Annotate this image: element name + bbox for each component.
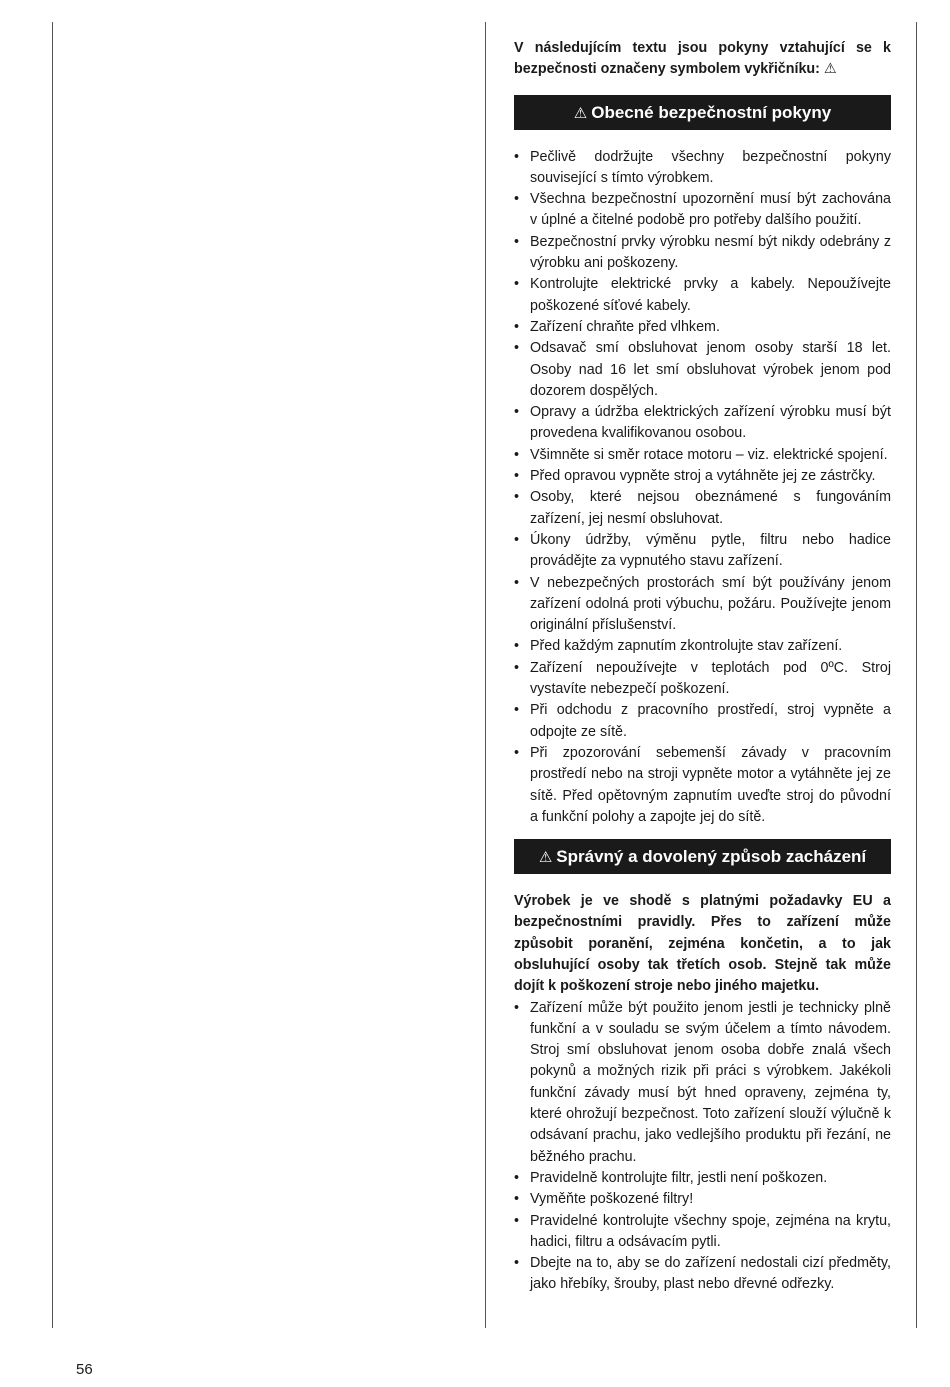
list-item: • Zařízení chraňte před vlhkem. [514,317,891,338]
list-item: • V nebezpečných prostorách smí být používány jenom zařízení odolná proti výbuchu, požáru. Používejte jenom originální příslušenství. [514,573,891,637]
list-item: • Zařízení nepoužívejte v teplotách pod 0ºC. Stroj vystavíte nebezpečí poškození. [514,658,891,701]
list-item: • Kontrolujte elektrické prvky a kabely. Nepoužívejte poškozené síťové kabely. [514,274,891,317]
proper-use-list [514,998,891,1296]
list-item: • Osoby, které nejsou obeznámené s fungováním zařízení, jej nesmí obsluhovat. [514,487,891,530]
page-number: 56 [76,1361,93,1378]
section-heading-general-safety [514,95,891,130]
center-divider-rule [485,22,486,1328]
list-item: • Bezpečnostní prvky výrobku nesmí být nikdy odebrány z výrobku ani poškozeny. [514,232,891,275]
list-item: • Vyměňte poškozené filtry! [514,1189,891,1210]
general-safety-list [514,147,891,829]
list-item: • Dbejte na to, aby se do zařízení nedostali cizí předměty, jako hřebíky, šrouby, plast nebo dřevné odřezky. [514,1253,891,1296]
list-item: • Pravidelně kontrolujte filtr, jestli není poškozen. [514,1168,891,1189]
warning-triangle-icon: ⚠ [573,104,588,122]
list-item: • Před opravou vypněte stroj a vytáhněte jej ze zástrčky. [514,466,891,487]
proper-use-lead-paragraph: Výrobek je ve shodě s platnými požadavky EU a bezpečnostními pravidly. Přes to zařízení může způsobit poranění, zejména končetin, a to jak obsluhující osoby tak třetích osob. Stejně tak může dojít k poškození stroje nebo jiného majetku. [514,893,891,995]
list-item: • Všechna bezpečnostní upozornění musí být zachována v úplné a čitelné podobě pro potřeby dalšího použití. [514,189,891,232]
section-heading-proper-use [514,839,891,874]
list-item: • Úkony údržby, výměnu pytle, filtru nebo hadice provádějte za vypnutého stavu zařízení. [514,530,891,573]
left-margin-rule [52,22,53,1328]
text-column [514,38,891,1296]
list-item: • Všimněte si směr rotace motoru – viz. elektrické spojení. [514,445,891,466]
list-item: • Pečlivě dodržujte všechny bezpečnostní pokyny související s tímto výrobkem. [514,147,891,190]
list-item: • Odsavač smí obsluhovat jenom osoby starší 18 let. Osoby nad 16 let smí obsluhovat výrobek jenom pod dozorem dospělých. [514,338,891,402]
list-item: • Zařízení může být použito jenom jestli je technicky plně funkční a v souladu se svým účelem a tímto návodem. Stroj smí obsluhovat jenom osoba dobře znalá všech pokynů a možných rizik při práci s výrobkem. Jakékoli funkční závady musí být hned opraveny, zejména ty, které ohrožují bezpečnost. Toto zařízení slouží výlučně k odsávaní prachu, jako vedlejšího produktu při řezání, ne běžného prachu. [514,998,891,1168]
right-margin-rule [916,22,917,1328]
list-item: • Před každým zapnutím zkontrolujte stav zařízení. [514,636,891,657]
section-title: Správný a dovolený způsob zacházení [556,847,867,867]
warning-triangle-icon: ⚠ [538,849,553,867]
intro-paragraph: V následujícím textu jsou pokyny vztahující se k bezpečnosti označeny symbolem vykřičníku: ⚠ [514,40,891,78]
list-item: • Při odchodu z pracovního prostředí, stroj vypněte a odpojte ze sítě. [514,700,891,743]
list-item: • Pravidelné kontrolujte všechny spoje, zejména na krytu, hadici, filtru a odsávacím pytli. [514,1211,891,1254]
section-title: Obecné bezpečnostní pokyny [591,102,832,122]
list-item: • Při zpozorování sebemenší závady v pracovním prostředí nebo na stroji vypněte motor a vytáhněte jej ze sítě. Před opětovným zapnutím uveďte stroj do původní a funkční polohy a zapojte jej do sítě. [514,743,891,828]
list-item: • Opravy a údržba elektrických zařízení výrobku musí být provedena kvalifikovanou osobou. [514,402,891,445]
